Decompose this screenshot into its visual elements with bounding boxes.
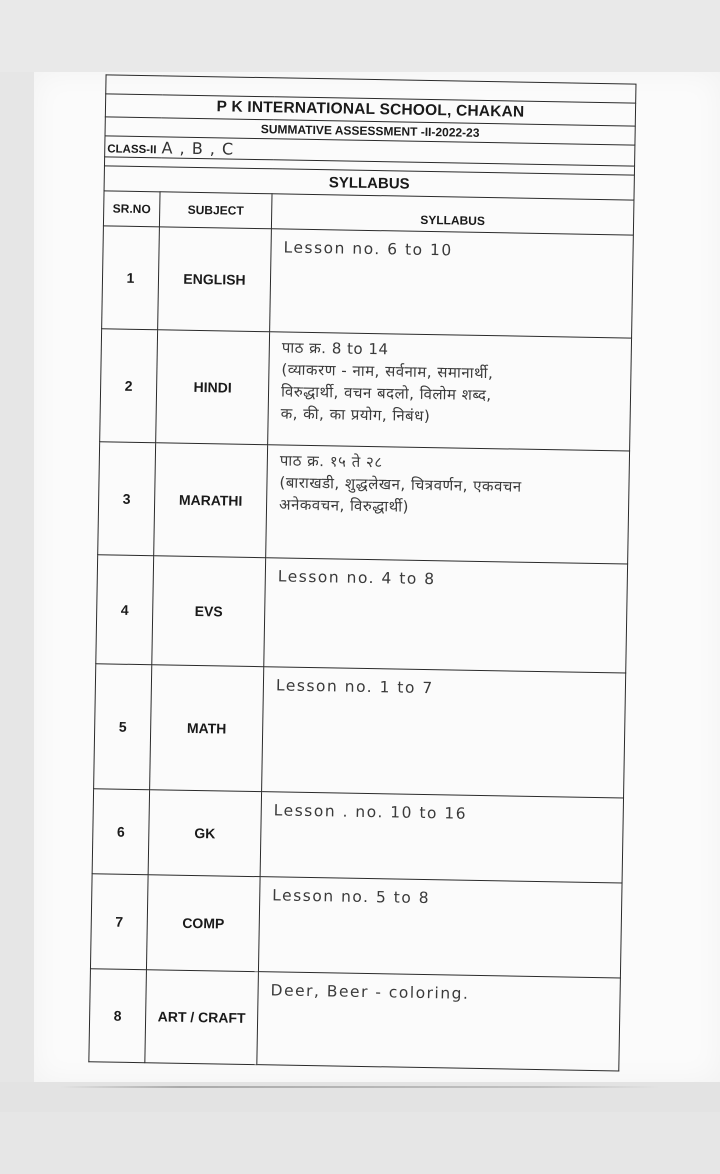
row-number: 4	[96, 555, 154, 665]
row-syllabus: पाठ क्र. 8 to 14 (व्याकरण - नाम, सर्वनाम, समानार्थी, विरुद्धार्थी, वचन बदलो, विलोम शब्द, क, की, का प्रयोग, निबंध)	[268, 332, 632, 451]
table-row	[89, 969, 621, 1071]
table-row	[100, 329, 632, 451]
table-row	[92, 789, 623, 883]
row-subject: EVS	[152, 556, 266, 667]
table-row	[98, 442, 630, 564]
row-syllabus: Deer, Beer - coloring.	[257, 972, 621, 1071]
table-row	[96, 555, 628, 673]
row-subject: HINDI	[156, 330, 270, 445]
row-number: 3	[98, 442, 156, 556]
row-number: 6	[92, 789, 149, 875]
class-label: CLASS-II	[107, 142, 157, 156]
row-syllabus: पाठ क्र. १५ ते २८ (बाराखडी, शुद्धलेखन, चित्रवर्णन, एकवचन अनेकवचन, विरुद्धार्थी)	[266, 445, 630, 564]
row-syllabus: Lesson no. 1 to 7	[262, 667, 626, 798]
document	[67, 50, 720, 1174]
row-syllabus: Lesson no. 5 to 8	[258, 877, 622, 978]
table-row	[94, 664, 626, 798]
class-sections: A , B , C	[161, 137, 235, 159]
row-subject: ART / CRAFT	[145, 970, 259, 1065]
row-subject: ENGLISH	[158, 227, 272, 332]
row-subject: MARATHI	[154, 443, 268, 558]
row-syllabus: Lesson . no. 10 to 16	[260, 792, 623, 883]
exam-title: SUMMATIVE ASSESSMENT -II-2022-23	[105, 117, 635, 145]
row-number: 8	[89, 969, 147, 1063]
col-header-syllabus: SYLLABUS	[271, 194, 634, 235]
row-number: 5	[94, 664, 152, 790]
row-subject: GK	[148, 790, 261, 877]
row-syllabus: Lesson no. 6 to 10	[270, 229, 634, 338]
school-name: P K INTERNATIONAL SCHOOL, CHAKAN	[105, 94, 635, 126]
row-subject: MATH	[150, 665, 264, 792]
syllabus-table	[88, 74, 636, 1071]
syllabus-title: SYLLABUS	[104, 166, 634, 200]
row-subject: COMP	[146, 875, 260, 972]
table-row	[90, 874, 622, 978]
col-header-subject: SUBJECT	[159, 192, 272, 229]
row-number: 1	[102, 226, 160, 330]
row-number: 7	[90, 874, 148, 970]
row-number: 2	[100, 329, 158, 443]
table-row	[102, 226, 634, 338]
row-syllabus: Lesson no. 4 to 8	[264, 558, 628, 673]
col-header-srno: SR.NO	[103, 191, 160, 227]
